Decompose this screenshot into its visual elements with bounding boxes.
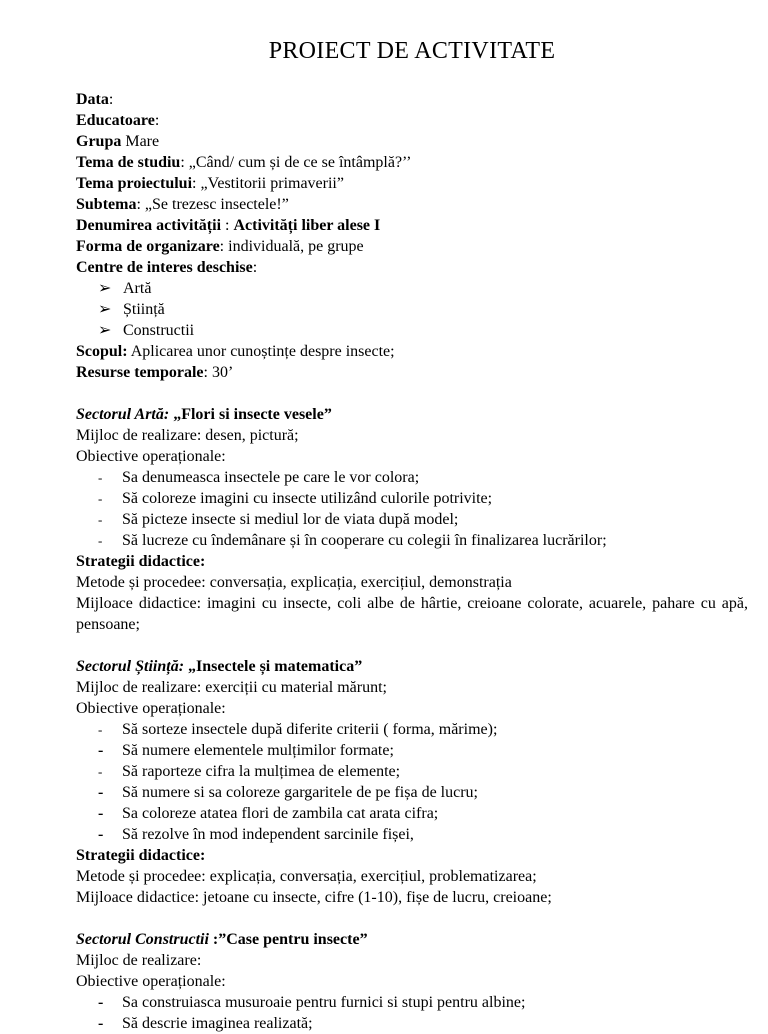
sector-means: Mijloc de realizare: exerciții cu material mărunt; — [76, 679, 387, 696]
list-item: - Să coloreze imagini cu insecte utilizând culorile potrivite; — [98, 490, 493, 507]
sector-means: Mijloc de realizare: — [76, 952, 202, 969]
list-item: ➢ Știință — [98, 301, 165, 318]
arrow-bullet-icon: ➢ — [98, 322, 112, 339]
list-item: - Să rezolve în mod independent sarcinile fișei, — [98, 826, 414, 843]
field-subtema: Subtema: „Se trezesc insectele!” — [76, 196, 289, 213]
field-forma-organizare: Forma de organizare: individuală, pe grupe — [76, 238, 364, 255]
header-fields — [76, 89, 748, 278]
list-item: ➢ Constructii — [98, 322, 195, 339]
sector-arta — [76, 404, 748, 635]
field-grupa: Grupa Mare — [76, 133, 160, 150]
list-item: - Sa coloreze atatea flori de zambila cat arata cifra; — [98, 805, 439, 822]
list-item: ➢ Artă — [98, 280, 152, 297]
sector-stiinta — [76, 656, 748, 908]
field-tema-proiectului: Tema proiectului: „Vestitorii primaverii” — [76, 175, 344, 192]
list-item: - Să descrie imaginea realizată; — [98, 1015, 313, 1032]
field-scopul: Scopul: Aplicarea unor cunoștințe despre insecte; — [76, 343, 395, 360]
list-item: - Sa denumeasca insectele pe care le vor colora; — [98, 469, 420, 486]
list-item: - Să sorteze insectele după diferite criterii ( forma, mărime); — [98, 721, 498, 738]
list-item: - Să raporteze cifra la mulțimea de elemente; — [98, 763, 401, 780]
field-tema-studiu: Tema de studiu: „Când/ cum și de ce se întâmplă?’’ — [76, 154, 412, 171]
field-data: Data: — [76, 91, 114, 108]
methods-text: Metode și procedee: conversația, explicația, exercițiul, demonstrația — [76, 574, 512, 591]
list-item: - Să numere si sa coloreze gargaritele de pe fișa de lucru; — [98, 784, 478, 801]
sector-means: Mijloc de realizare: desen, pictură; — [76, 427, 299, 444]
arrow-bullet-icon: ➢ — [98, 280, 112, 297]
strategies-label: Strategii didactice: — [76, 553, 206, 570]
document-page — [76, 34, 748, 1034]
document-title: PROIECT DE ACTIVITATE — [268, 38, 556, 64]
methods-text: Metode și procedee: explicația, conversația, exercițiul, problematizarea; — [76, 868, 537, 885]
materials-text: Mijloace didactice: imagini cu insecte, coli albe de hârtie, creioane colorate, acuarele, pahare cu apă, pensoane; — [76, 595, 748, 633]
list-item: - Să lucreze cu îndemânare și în cooperare cu colegii în finalizarea lucrărilor; — [98, 532, 607, 549]
field-educatoare: Educatoare: — [76, 112, 160, 129]
arrow-bullet-icon: ➢ — [98, 301, 112, 318]
field-denumirea-activitatii: Denumirea activității : Activități liber alese I — [76, 217, 381, 234]
sector-heading: Sectorul Artă: „Flori si insecte vesele” — [76, 406, 332, 423]
field-centre-interes: Centre de interes deschise: — [76, 259, 258, 276]
list-item: - Să picteze insecte si mediul lor de viata după model; — [98, 511, 459, 528]
strategies-label: Strategii didactice: — [76, 847, 206, 864]
sector-heading: Sectorul Știință: „Insectele și matematica” — [76, 658, 363, 675]
sector-constructii — [76, 929, 748, 1034]
materials-text: Mijloace didactice: jetoane cu insecte, cifre (1-10), fișe de lucru, creioane; — [76, 889, 552, 906]
sector-heading: Sectorul Constructii :”Case pentru insecte” — [76, 931, 368, 948]
list-item: - Să numere elementele mulțimilor formate; — [98, 742, 394, 759]
objectives-label: Obiective operaționale: — [76, 973, 226, 990]
list-item: - Sa construiasca musuroaie pentru furnici si stupi pentru albine; — [98, 994, 526, 1011]
objectives-label: Obiective operaționale: — [76, 700, 226, 717]
objectives-label: Obiective operaționale: — [76, 448, 226, 465]
field-resurse-temporale: Resurse temporale: 30’ — [76, 364, 234, 381]
centres-list — [76, 278, 748, 341]
